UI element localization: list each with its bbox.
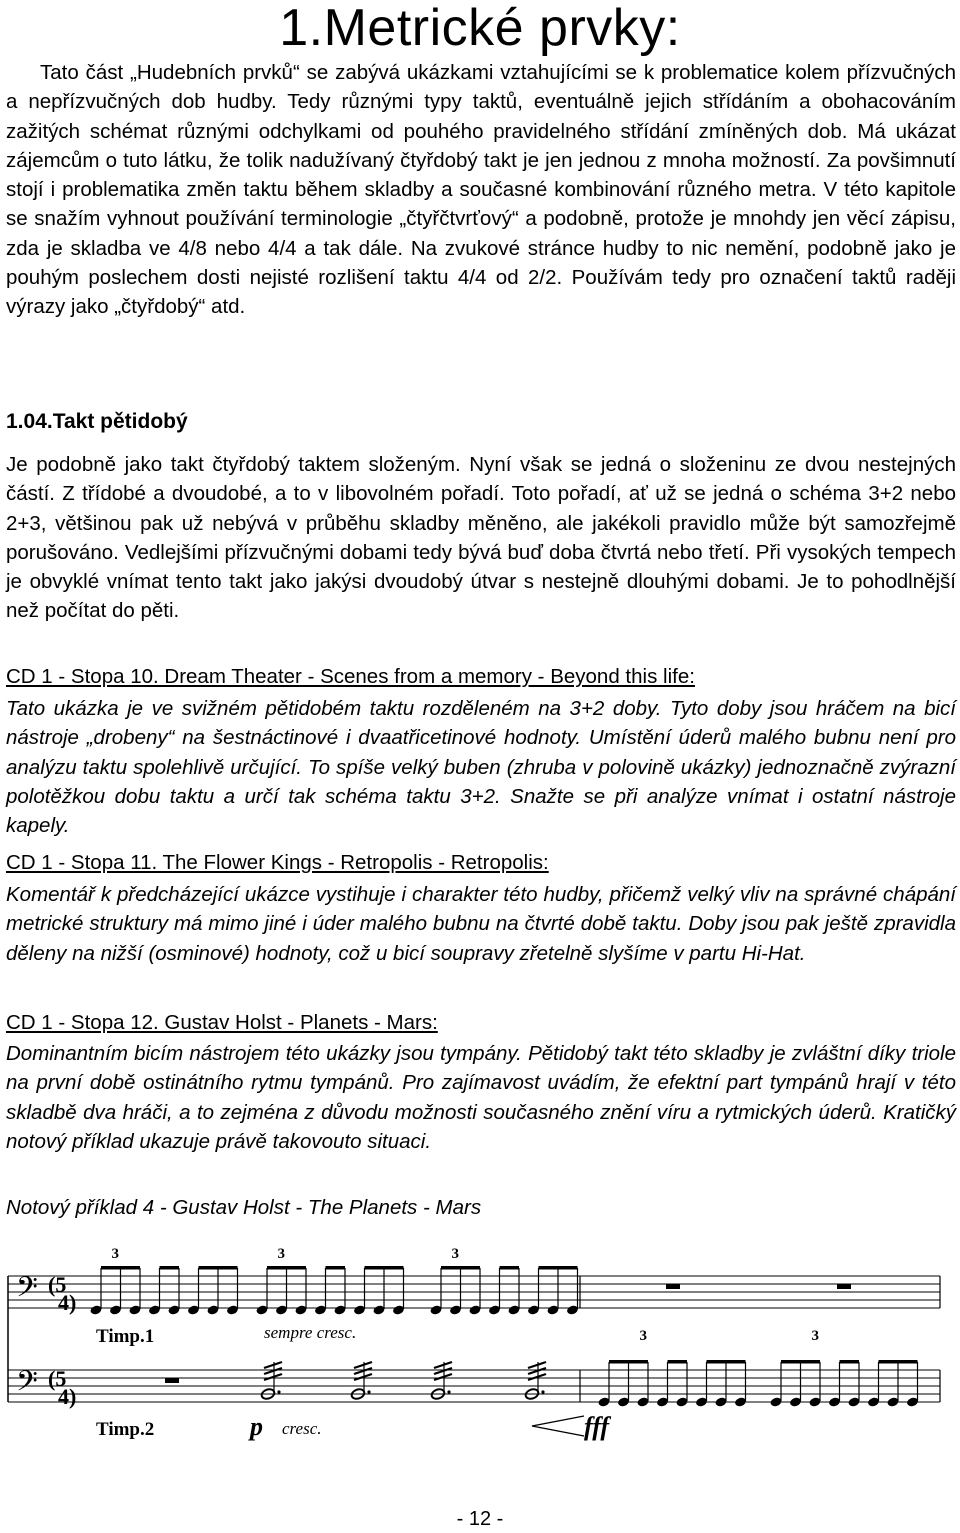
- tremolo-stroke: [354, 1368, 372, 1374]
- example-3-track: CD 1 - Stopa 12. Gustav Holst - Planets - Mars:: [6, 1011, 438, 1034]
- beam: [199, 1266, 238, 1270]
- staff-1-label: Timp.1: [96, 1326, 155, 1347]
- beam: [781, 1360, 820, 1364]
- tremolo-stroke: [434, 1374, 452, 1380]
- example-2-text: Komentář k předcházející ukázce vystihuje i charakter této hudby, přičemž velký vliv na správné chápání metrické struktury má mimo jiné i úder malého bubnu na čtvrté době taktu. Doby jsou pak ještě zpravidla děleny na nižší (osminové) hodnoty, což u bicí soupravy zřetelně slyšíme v partu Hi-Hat.: [6, 883, 956, 965]
- tremolo-stroke: [354, 1374, 372, 1380]
- tremolo-stroke: [434, 1362, 452, 1368]
- dynamic-p: p: [250, 1412, 263, 1441]
- crescendo-hairpin: [532, 1416, 584, 1436]
- tremolo-stroke: [264, 1374, 282, 1380]
- triplet-number: 3: [111, 1246, 119, 1262]
- augmentation-dot: [541, 1390, 544, 1393]
- dynamic-fff: fff: [584, 1412, 610, 1441]
- beam: [160, 1266, 180, 1270]
- tremolo-stroke: [528, 1374, 546, 1380]
- page-number: - 12 -: [456, 1508, 504, 1530]
- staff-1-lines: [8, 1276, 940, 1308]
- beam: [840, 1360, 860, 1364]
- barlines: [580, 1276, 940, 1402]
- beam: [879, 1360, 918, 1364]
- example-1-text: Tato ukázka je ve svižném pětidobém taktu rozděleném na 3+2 doby. Tyto doby jsou hráčem na bicí nástroje „drobeny“ na šestnáctinové i dvaatřicetinové hodnoty. Umístění úderů malého bubnu není pro analýzu taktu spolehlivě určující. To spíše velký buben (zhruba v polovině ukázky) jednoznačně zvýrazní polotěžkou dobu taktu a určí tak schéma taktu 3+2. Snažte se při analýze vnímat i ostatní nástroje kapely.: [6, 697, 956, 838]
- expression-cresc: cresc.: [282, 1419, 322, 1438]
- augmentation-dot: [367, 1390, 370, 1393]
- tremolo-stroke: [528, 1368, 546, 1374]
- beam: [267, 1266, 306, 1270]
- example-1-track: CD 1 - Stopa 10. Dream Theater - Scenes from a memory - Beyond this life:: [6, 665, 695, 688]
- staff-2-notes: [597, 1360, 919, 1408]
- triplet-number: 3: [811, 1328, 819, 1344]
- time-signature-top: (5: [48, 1272, 67, 1297]
- tremolo-stroke: [434, 1368, 452, 1374]
- beam: [441, 1266, 480, 1270]
- beam: [707, 1360, 746, 1364]
- tremolo-stroke: [264, 1362, 282, 1368]
- beam: [500, 1266, 520, 1270]
- time-signature-bottom: 4): [58, 1290, 77, 1315]
- staff-2-roll-notes: [260, 1362, 546, 1400]
- beam: [365, 1266, 404, 1270]
- page-title: 1.Metrické prvky:: [279, 0, 681, 57]
- tremolo-stroke: [354, 1362, 372, 1368]
- triplet-number: 3: [277, 1246, 285, 1262]
- beam: [101, 1266, 140, 1270]
- music-score-figure: [0, 1236, 960, 1456]
- triplet-number: 3: [451, 1246, 459, 1262]
- beam: [609, 1360, 648, 1364]
- staff-2-label: Timp.2: [96, 1419, 155, 1440]
- beam: [668, 1360, 688, 1364]
- tremolo-stroke: [528, 1362, 546, 1368]
- svg-text:𝄢: 𝄢: [16, 1271, 38, 1311]
- example-2-track: CD 1 - Stopa 11. The Flower Kings - Retropolis - Retropolis:: [6, 851, 549, 874]
- beam: [539, 1266, 578, 1270]
- section-heading: 1.04.Takt pětidobý: [6, 410, 188, 433]
- example-3-text: Dominantním bicím nástrojem této ukázky jsou tympány. Pětidobý takt této skladby je zvláštní díky triole na první době ostinátního rytmu tympánů. Pro zajímavost uvádím, že efektní part tympánů hrají v této skladbě dva hráči, a to zejména z důvodu možnosti současného znění víru a rytmických úderů. Kratičký notový příklad ukazuje právě takovouto situaci.: [6, 1042, 956, 1153]
- tremolo-stroke: [264, 1368, 282, 1374]
- svg-text:𝄢: 𝄢: [16, 1365, 38, 1405]
- augmentation-dot: [277, 1390, 280, 1393]
- section-paragraph: Je podobně jako takt čtyřdobý taktem složeným. Nyní však se jedná o složeninu ze dvou nestejných částí. Z třídobé a dvoudobé, a to v libovolném pořadí. Toto pořadí, ať už se jedná o schéma 3+2 nebo 2+3, většinou pak už nebývá v průběhu skladby měněno, ale jakékoli pravidlo může být samozřejmě porušováno. Vedlejšími přízvučnými dobami tedy bývá buď doba čtvrtá nebo třetí. Při vysokých tempech je obvyklé vnímat tento takt jako jakýsi dvoudobý útvar s nestejně dlouhými dobami. Je to pohodlnější než počítat do pěti.: [6, 453, 956, 623]
- beam: [326, 1266, 346, 1270]
- figure-caption: Notový příklad 4 - Gustav Holst - The Planets - Mars: [6, 1196, 482, 1219]
- expression-sempre-cresc: sempre cresc.: [264, 1323, 357, 1342]
- time-signature-top: (5: [48, 1366, 67, 1391]
- bass-clef-icon: [16, 1271, 38, 1405]
- triplet-number: 3: [639, 1328, 647, 1344]
- augmentation-dot: [447, 1390, 450, 1393]
- time-signature-bottom: 4): [58, 1384, 77, 1409]
- intro-paragraph: Tato část „Hudebních prvků“ se zabývá ukázkami vztahujícími se k problematice kolem přízvučných a nepřízvučných dob hudby. Tedy různými typy taktů, eventuálně jejich střídáním a obohacováním zažitých schémat různými odchylkami od pouhého pravidelného střídání zmíněných dob. Má ukázat zájemcům o tuto látku, že tolik nadužívaný čtyřdobý takt je jen jednou z mnoha možností. Za povšimnutí stojí i problematika změn taktu během skladby a současné kombinování různého metra. V této kapitole se snažím vyhnout používání terminologie „čtyřčtvrťový“ a podobně, protože je mnohdy jen věcí zápisu, zda je skladba ve 4/8 nebo 4/4 a tak dále. Na zvukové stránce hudby to nic nemění, podobně jako je pouhým poslechem dosti nejisté rozlišení taktu 4/4 od 2/2. Používám tedy pro označení taktů raději výrazy jako „čtyřdobý“ atd.: [6, 61, 956, 319]
